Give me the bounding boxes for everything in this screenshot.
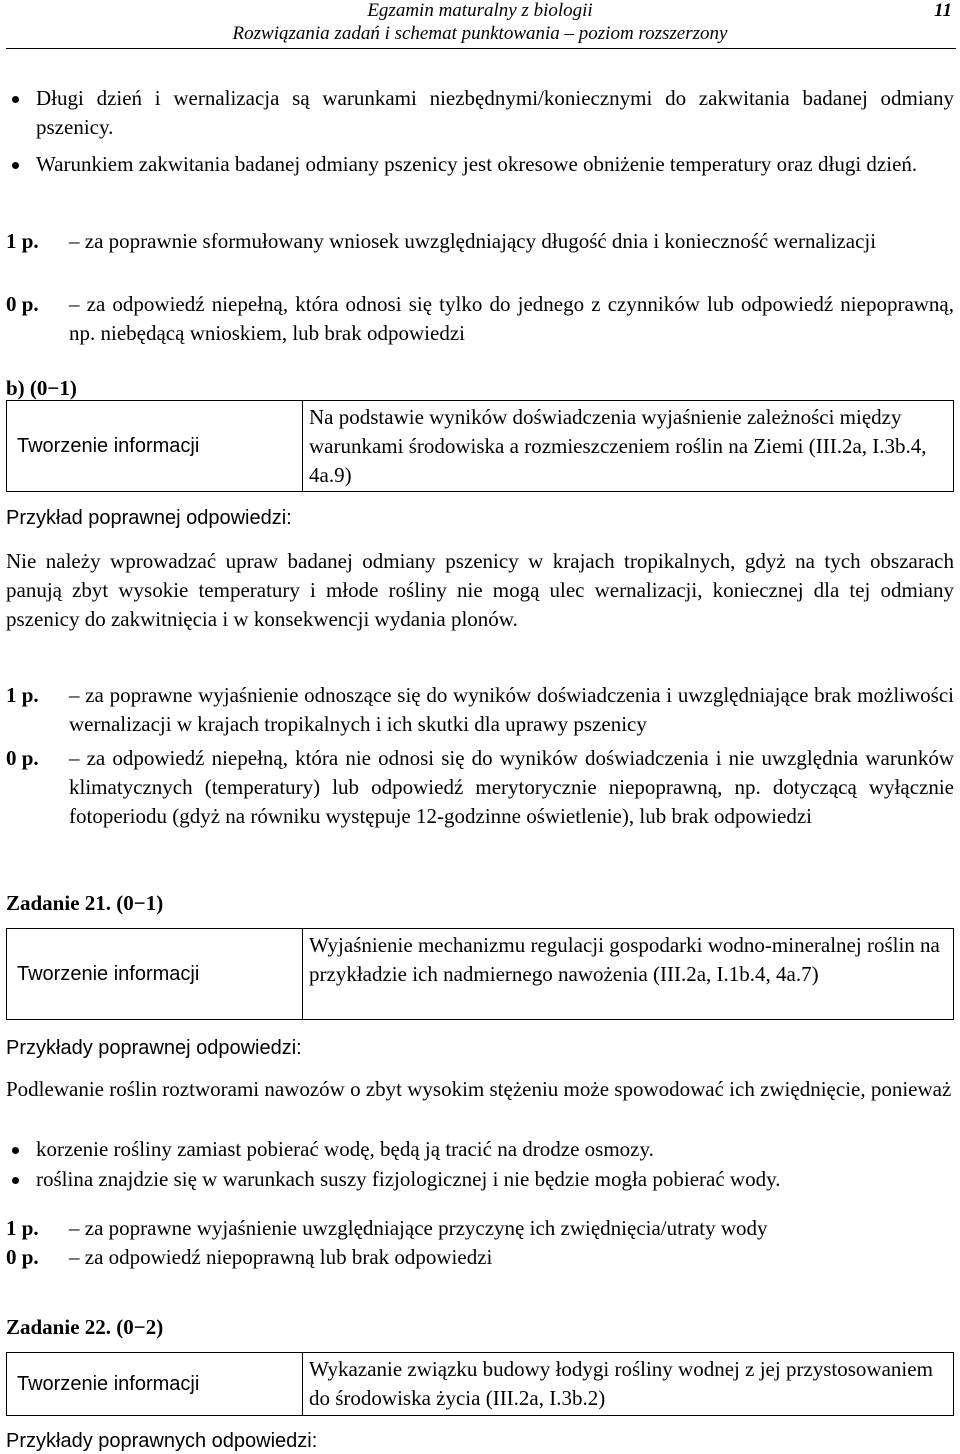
task21-skill: Tworzenie informacji — [7, 929, 303, 1019]
task21-requirement: Wyjaśnienie mechanizmu regulacji gospodarki wodno-mineralnej roślin na przykładzie ich nadmiernego nawożenia (III.2a, I.1b.4, 4a.7) — [309, 933, 940, 986]
score-points: 0 p. — [6, 746, 39, 770]
task21-info-box — [6, 928, 954, 1020]
score-points: 1 p. — [6, 683, 39, 707]
intro-score-1 — [6, 227, 954, 256]
part-b-requirement: Na podstawie wyników doświadczenia wyjaśnienie zależności między warunkami środowiska a rozmieszczeniem roślin na Ziemi (III.2a, I.3b.4, 4a.9) — [309, 405, 927, 487]
task21-bullet-1: korzenie rośliny zamiast pobierać wodę, będą ją tracić na drodze osmozy. — [6, 1135, 954, 1164]
part-b-info-box — [6, 400, 954, 492]
part-b-heading: b) (0−1) — [6, 376, 77, 400]
intro-bullet-1: Długi dzień i wernalizacja są warunkami niezbędnymi/koniecznymi do zakwitania badanej odmiany pszenicy. — [6, 84, 954, 142]
task21-heading: Zadanie 21. (0−1) — [6, 891, 164, 915]
task21-example-label: Przykłady poprawnej odpowiedzi: — [6, 1037, 302, 1059]
header-title: Egzamin maturalny z biologii — [367, 0, 593, 21]
page-number: 11 — [934, 0, 952, 21]
score-text: – za poprawne wyjaśnienie uwzględniające przyczynę ich zwiędnięcia/utraty wody — [69, 1216, 768, 1240]
score-points: 1 p. — [6, 229, 39, 253]
part-b-answer: Nie należy wprowadzać upraw badanej odmiany pszenicy w krajach tropikalnych, gdyż na tych obszarach panują zbyt wysokie temperatury i młode rośliny nie mogą ulec wernalizacji, koniecznej dla tej odmiany pszenicy do zakwitnięcia i w konsekwencji wydania plonów. — [6, 549, 954, 631]
task21-score-0 — [6, 1243, 954, 1272]
score-text: – za odpowiedź niepełną, która nie odnosi się do wyników doświadczenia i nie uwzględnia warunków klimatycznych (temperatury) lub odpowiedź merytorycznie niepoprawną, np. dotyczącą wyłącznie fotoperiodu (gdyż na równiku występuje 12-godzinne oświetlenie), lub brak odpowiedzi — [69, 746, 954, 828]
task22-heading: Zadanie 22. (0−2) — [6, 1315, 164, 1339]
task22-skill: Tworzenie informacji — [7, 1353, 303, 1415]
score-points: 0 p. — [6, 1245, 39, 1269]
part-b-score-0 — [6, 744, 954, 831]
score-points: 0 p. — [6, 292, 39, 316]
task22-example-label: Przykłady poprawnych odpowiedzi: — [6, 1430, 318, 1452]
task21-bullet-2: roślina znajdzie się w warunkach suszy fizjologicznej i nie będzie mogła pobierać wody. — [6, 1165, 954, 1194]
score-text: – za poprawnie sformułowany wniosek uwzględniający długość dnia i konieczność wernalizacji — [69, 229, 877, 253]
part-b-example-label: Przykład poprawnej odpowiedzi: — [6, 507, 292, 529]
part-b-skill: Tworzenie informacji — [7, 401, 303, 491]
score-text: – za odpowiedź niepełną, która odnosi się tylko do jednego z czynników lub odpowiedź niepoprawną, np. niebędącą wnioskiem, lub brak odpowiedzi — [69, 292, 954, 345]
task21-answer: Podlewanie roślin roztworami nawozów o zbyt wysokim stężeniu może spowodować ich zwiędnięcie, ponieważ — [6, 1077, 952, 1101]
task22-info-box — [6, 1352, 954, 1416]
score-text: – za poprawne wyjaśnienie odnoszące się do wyników doświadczenia i uwzględniające brak możliwości wernalizacji w krajach tropikalnych i ich skutki dla uprawy pszenicy — [69, 683, 954, 736]
header-rule — [6, 48, 956, 49]
task22-requirement: Wykazanie związku budowy łodygi rośliny wodnej z jej przystosowaniem do środowiska życia (III.2a, I.3b.2) — [309, 1357, 933, 1410]
part-b-score-1 — [6, 681, 954, 739]
task21-score-1 — [6, 1214, 954, 1243]
intro-score-0 — [6, 290, 954, 348]
score-points: 1 p. — [6, 1216, 39, 1240]
header-subtitle: Rozwiązania zadań i schemat punktowania – poziom rozszerzony — [232, 23, 728, 44]
page-header — [0, 0, 960, 50]
intro-bullet-2: Warunkiem zakwitania badanej odmiany pszenicy jest okresowe obniżenie temperatury oraz długi dzień. — [6, 150, 954, 179]
score-text: – za odpowiedź niepoprawną lub brak odpowiedzi — [69, 1245, 493, 1269]
